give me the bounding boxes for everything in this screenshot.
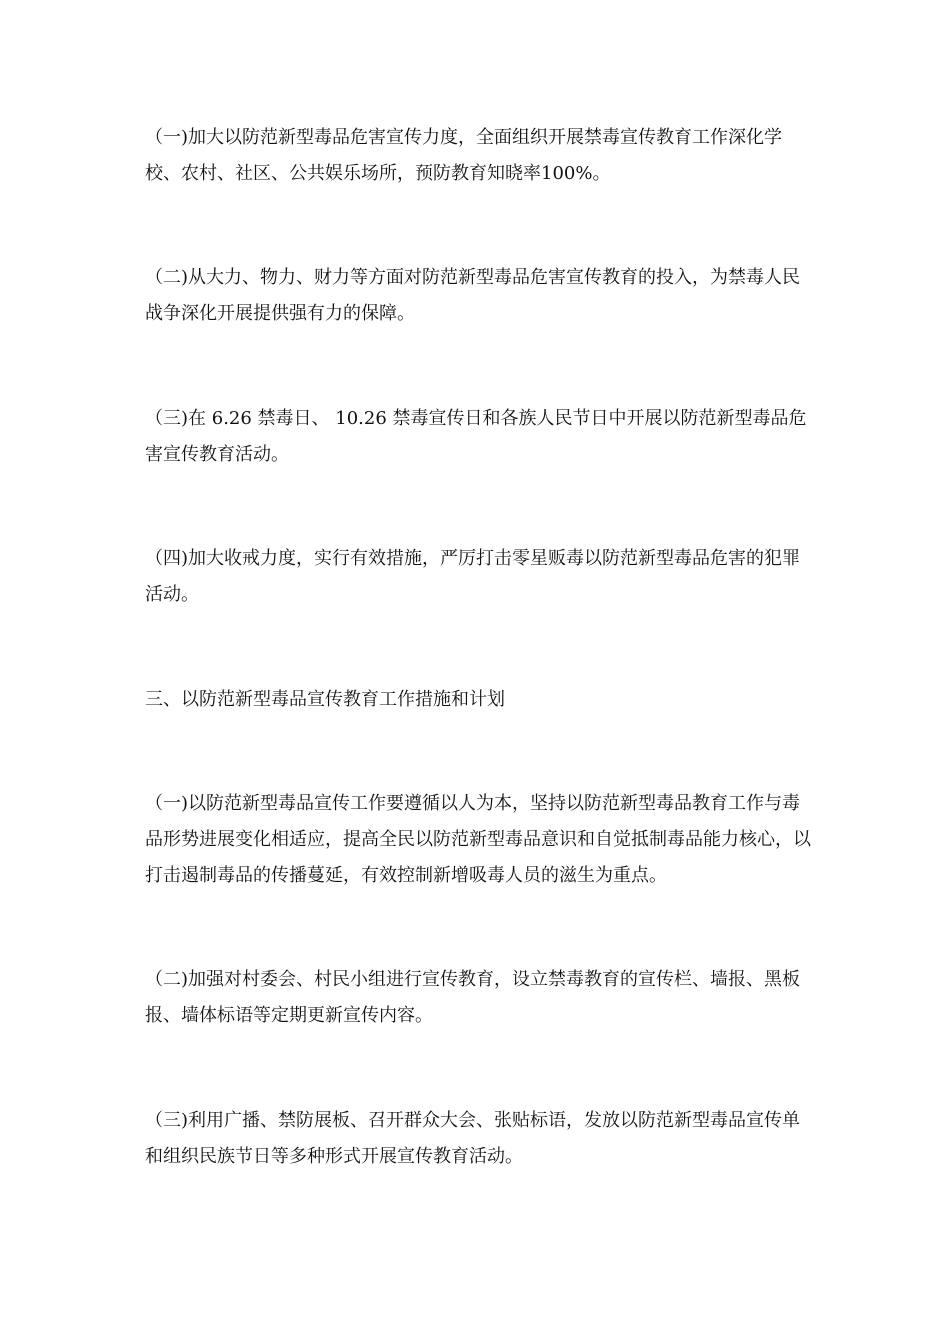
section-paragraph-2: （二)加强对村委会、村民小组进行宣传教育，设立禁毒教育的宣传栏、墙报、黑板报、墙体标语等定期更新宣传内容。 [145, 969, 801, 1026]
paragraph-1: （一)加大以防范新型毒品危害宣传力度，全面组织开展禁毒宣传教育工作深化学校、农村、社区、公共娱乐场所，预防教育知晓率100%。 [145, 127, 783, 184]
paragraph-4: （四)加大收戒力度，实行有效措施，严厉打击零星贩毒以防范新型毒品危害的犯罪活动。 [145, 548, 801, 605]
section-paragraph-1: （一)以防范新型毒品宣传工作要遵循以人为本，坚持以防范新型毒品教育工作与毒品形势进展变化相适应，提高全民以防范新型毒品意识和自觉抵制毒品能力核心，以打击遏制毒品的传播蔓延，有效控制新增吸毒人员的滋生为重点。 [145, 793, 811, 886]
paragraph-2: （二)从大力、物力、财力等方面对防范新型毒品危害宣传教育的投入，为禁毒人民战争深化开展提供强有力的保障。 [145, 267, 801, 324]
section-paragraph-3: （三)利用广播、禁防展板、召开群众大会、张贴标语，发放以防范新型毒品宣传单和组织民族节日等多种形式开展宣传教育活动。 [145, 1110, 801, 1167]
section-heading: 三、以防范新型毒品宣传教育工作措施和计划 [145, 689, 505, 710]
paragraph-3: （三)在 6.26 禁毒日、 10.26 禁毒宣传日和各族人民节日中开展以防范新型毒品危害宣传教育活动。 [145, 408, 807, 465]
